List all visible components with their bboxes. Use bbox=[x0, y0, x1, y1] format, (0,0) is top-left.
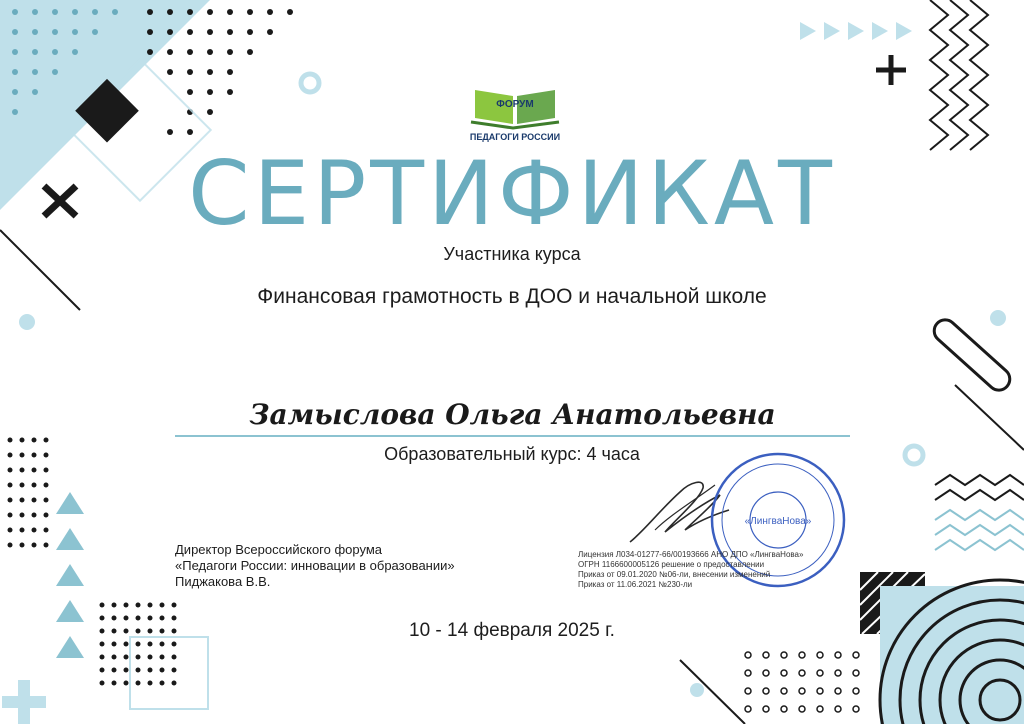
logo-top-text: ФОРУМ bbox=[496, 99, 534, 110]
license-line-1: Лицензия Л034-01277-66/00193666 АНО ДПО «ЛингваНова» bbox=[578, 550, 804, 559]
director-forum: «Педагоги России: инновации в образовании» bbox=[175, 558, 455, 573]
director-block bbox=[175, 542, 455, 590]
logo-bottom-text: ПЕДАГОГИ РОССИИ bbox=[469, 132, 561, 142]
license-info bbox=[578, 550, 803, 590]
license-line-3: Приказ от 09.01.2020 №06-ли, внесении изменений bbox=[578, 570, 771, 579]
license-line-4: Приказ от 11.06.2021 №230-ли bbox=[578, 580, 693, 589]
forum-logo bbox=[467, 82, 563, 144]
book-logo-icon bbox=[467, 82, 563, 144]
certificate-subtitle: Участника курса bbox=[443, 244, 581, 264]
recipient-name: Замыслова Ольга Анатольевна bbox=[249, 398, 776, 431]
course-dates: 10 - 14 февраля 2025 г. bbox=[409, 620, 615, 641]
license-line-2: ОГРН 1166600005126 решение о предоставлении bbox=[578, 560, 765, 569]
director-title: Директор Всероссийского форума bbox=[175, 542, 383, 557]
certificate-title: СЕРТИФИКАТ bbox=[188, 142, 836, 245]
stamp-center-text: «ЛингваНова» bbox=[744, 516, 812, 527]
name-underline bbox=[175, 435, 850, 437]
director-name: Пиджакова В.В. bbox=[175, 574, 271, 589]
course-name: Финансовая грамотность в ДОО и начальной школе bbox=[257, 285, 767, 308]
course-hours: Образовательный курс: 4 часа bbox=[384, 444, 640, 464]
